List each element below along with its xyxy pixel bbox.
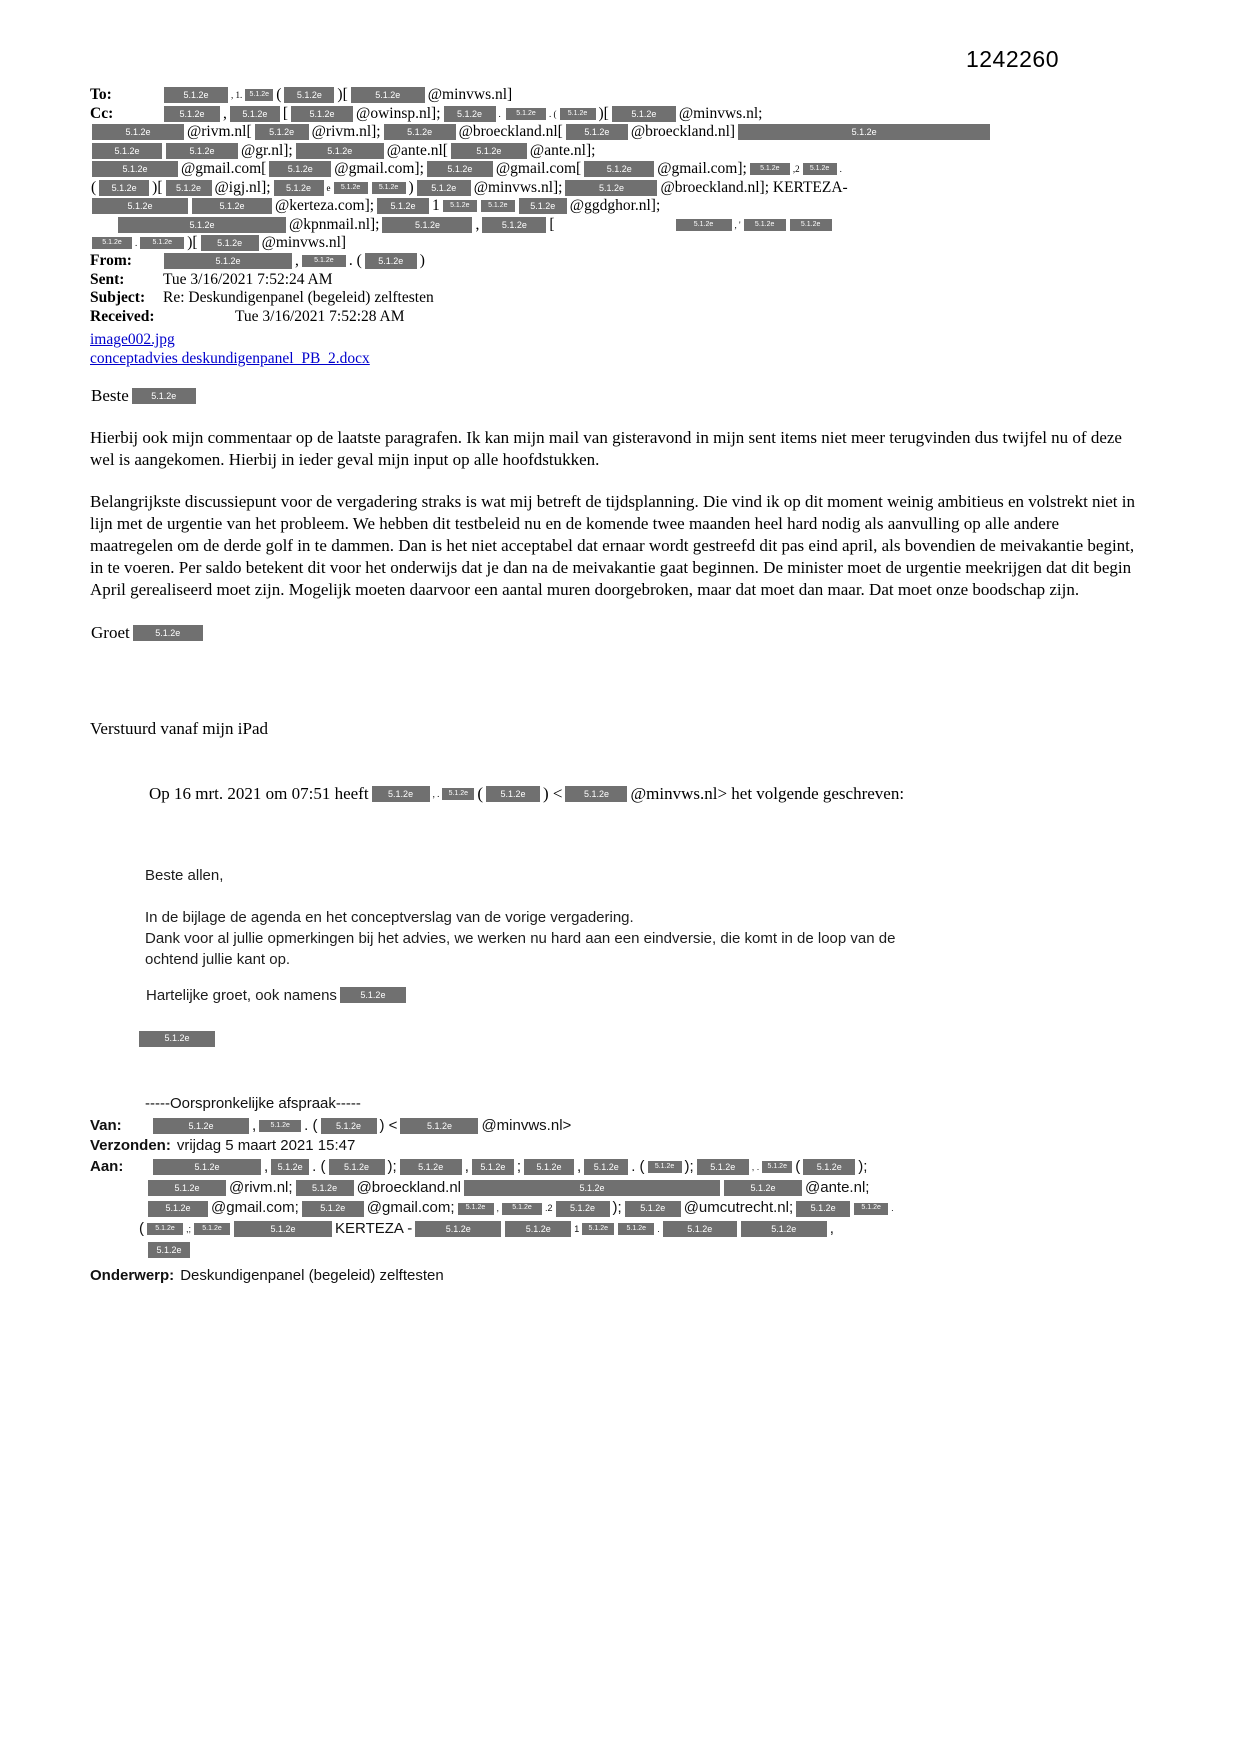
field-label: To: (90, 86, 112, 104)
redaction-box: 5.1.2e (505, 1221, 571, 1237)
redaction-box: 5.1.2e (340, 987, 406, 1003)
redaction-box: 5.1.2e (464, 1180, 720, 1196)
redaction-box: 5.1.2e (482, 217, 546, 233)
text-fragment: )[ (598, 104, 609, 122)
redaction-box: 5.1.2e (481, 200, 515, 212)
redaction-box: 5.1.2e (92, 237, 132, 249)
redaction-box: 5.1.2e (302, 1201, 364, 1217)
text-fragment: e (326, 182, 331, 193)
text-fragment: )[ (337, 86, 348, 104)
attachment-row (90, 349, 1149, 368)
redaction-box: 5.1.2e (351, 87, 425, 103)
text-fragment: @minvws.nl] (427, 86, 513, 104)
text-fragment: . ( (312, 1157, 326, 1175)
text-fragment: ); (612, 1199, 622, 1217)
text-fragment: , (475, 215, 480, 233)
original-appointment-lines (90, 1116, 1149, 1288)
redaction-box: 5.1.2e (269, 161, 331, 177)
text-fragment: Op 16 mrt. 2021 om 07:51 heeft (149, 783, 369, 803)
text-fragment: @broeckland.nl (356, 1178, 462, 1196)
cc-continuation-line (90, 141, 1149, 159)
aan-continuation-line (90, 1219, 1149, 1240)
text-fragment: , (252, 1116, 257, 1134)
redaction-box: 5.1.2e (519, 198, 567, 214)
redaction-box: 5.1.2e (796, 1201, 850, 1217)
attachment-link[interactable]: image002.jpg (90, 330, 175, 348)
text-fragment: ( (139, 1220, 144, 1238)
redaction-box: 5.1.2e (400, 1118, 478, 1134)
redaction-box: 5.1.2e (230, 106, 280, 122)
redaction-box: 5.1.2e (472, 1159, 514, 1175)
text-fragment: @rivm.nl]; (311, 123, 381, 141)
spacer (90, 1229, 138, 1230)
text-fragment: @minvws.nl> het volgende geschreven: (630, 783, 905, 803)
aan-continuation-line (90, 1240, 1149, 1261)
redaction-box: 5.1.2e (427, 161, 493, 177)
redaction-box: 5.1.2e (750, 163, 790, 175)
aan-continuation-line (90, 1178, 1149, 1199)
redaction-box: 5.1.2e (560, 108, 596, 120)
aan-continuation-line (90, 1198, 1149, 1219)
quoted-paragraph-1: In de bijlage de agenda en het conceptverslag van de vorige vergadering. (145, 908, 634, 926)
redaction-box: 5.1.2e (99, 180, 149, 196)
text-fragment: ( (795, 1157, 801, 1175)
subject-line (90, 289, 1149, 307)
redaction-box: 5.1.2e (738, 124, 990, 140)
redaction-box: 5.1.2e (444, 106, 496, 122)
signoff-line (90, 621, 1138, 644)
text-fragment: , . (432, 788, 440, 799)
body-paragraph-2: Belangrijkste discussiepunt voor de vergadering straks is wat mij betreft de tijdsplanning. Die vind ik op dit moment weinig ambitieus en volstrekt niet in lijn met de urgentie van het probleem. We hebben dit testbeleid nu en de komende twee maanden heel hard nodig als aanvulling op alle andere maatregelen om de derde golf in te dammen. Dan is het niet acceptabel dat ernaar wordt gestreefd dit pas eind april, als bovendien de meivakantie begint, in te voeren. Per saldo betekent dit voor het onderwijs dat je dan na de meivakantie gaat beginnen. De minister moet de urgentie meekrijgen dat dit begin April gerealiseerd moet zijn. Mogelijk moeten daarvoor een aantal muren doorgebroken, maar dat moet dan maar. Dat moet onze boodschap zijn. (90, 491, 1136, 599)
sent-from-device-line: Verstuurd vanaf mijn iPad (90, 718, 268, 738)
email-header-block (90, 86, 1149, 326)
text-fragment: . ( (348, 252, 362, 270)
spacer (162, 316, 234, 317)
redaction-box: 5.1.2e (271, 1159, 309, 1175)
text-fragment: . (498, 108, 504, 119)
redaction-box: 5.1.2e (400, 1159, 462, 1175)
redaction-box: 5.1.2e (625, 1201, 681, 1217)
text-fragment: , (464, 1157, 469, 1175)
quote-intro-line (90, 782, 1149, 805)
attachment-list (90, 330, 1149, 368)
redaction-box: 5.1.2e (443, 200, 477, 212)
redaction-box: 5.1.2e (302, 255, 346, 267)
text-fragment: , (223, 104, 227, 122)
text-fragment: ) < (542, 783, 563, 803)
redaction-box: 5.1.2e (234, 1221, 332, 1237)
field-label: Sent: (90, 270, 125, 288)
text-fragment: ); (387, 1157, 397, 1175)
redaction-box: 5.1.2e (618, 1223, 654, 1235)
redaction-box: 5.1.2e (259, 1120, 301, 1132)
redaction-box: 5.1.2e (132, 388, 196, 404)
quoted-paragraph-2: Dank voor al jullie opmerkingen bij het advies, we werken nu hard aan een eindversie, die komt in de loop van de ochtend jullie kant op. (145, 929, 896, 968)
text-fragment: @igj.nl]; (214, 178, 271, 196)
text-fragment: . ( (631, 1157, 645, 1175)
text-fragment: ) < (379, 1116, 398, 1134)
redaction-box: 5.1.2e (164, 87, 228, 103)
text-fragment: , (295, 252, 299, 270)
text-fragment: @owinsp.nl]; (356, 104, 441, 122)
text-fragment: , (829, 1220, 834, 1238)
cc-continuation-line (90, 234, 1149, 252)
text-fragment: @gmail.com[ (181, 160, 267, 178)
text-fragment: @umcutrecht.nl; (683, 1199, 794, 1217)
text-fragment: @minvws.nl; (678, 104, 763, 122)
redaction-box: 5.1.2e (166, 180, 212, 196)
redaction-box: 5.1.2e (744, 219, 786, 231)
text-fragment: @kpnmail.nl]; (289, 215, 380, 233)
redaction-box: 5.1.2e (194, 1223, 230, 1235)
redaction-box: 5.1.2e (192, 198, 272, 214)
redaction-box: 5.1.2e (377, 198, 429, 214)
redaction-box: 5.1.2e (92, 161, 178, 177)
cc-line (90, 104, 1149, 122)
text-fragment: @gmail.com[ (495, 160, 582, 178)
onderwerp-line (90, 1266, 1149, 1287)
text-fragment: KERTEZA - (335, 1220, 413, 1238)
attachment-row (90, 330, 1149, 349)
email-body (90, 384, 1149, 805)
redaction-box: 5.1.2e (296, 143, 384, 159)
greeting-line (90, 384, 1138, 407)
redaction-box: 5.1.2e (556, 1201, 610, 1217)
redaction-box: 5.1.2e (92, 124, 184, 140)
text-fragment: ); (858, 1157, 868, 1175)
text-fragment: , (496, 1203, 500, 1214)
text-fragment: ( (276, 86, 282, 104)
redaction-box: 5.1.2e (382, 217, 472, 233)
text-fragment: )[ (187, 233, 198, 251)
text-fragment: ,2 (792, 164, 800, 175)
quoted-email (90, 865, 1149, 1049)
text-fragment: . (839, 164, 842, 175)
text-fragment: . ( (304, 1116, 318, 1134)
text-fragment: , (264, 1157, 269, 1175)
redaction-box: 5.1.2e (582, 1223, 614, 1235)
redaction-box: 5.1.2e (147, 1223, 183, 1235)
text-fragment: @rivm.nl; (229, 1178, 293, 1196)
redaction-box: 5.1.2e (148, 1201, 208, 1217)
text-fragment: @broeckland.nl]; KERTEZA- (660, 178, 848, 196)
redaction-box: 5.1.2e (648, 1161, 682, 1173)
redaction-box: 5.1.2e (291, 106, 353, 122)
redaction-box: 5.1.2e (153, 1118, 249, 1134)
text-fragment: ; (516, 1157, 522, 1175)
text-fragment: @ggdghor.nl]; (569, 197, 661, 215)
redaction-box: 5.1.2e (524, 1159, 574, 1175)
spacer (90, 1249, 146, 1250)
text-fragment: @ante.nl[ (386, 141, 448, 159)
redaction-box: 5.1.2e (676, 219, 732, 231)
text-fragment: ( (477, 783, 483, 803)
spacer (90, 224, 116, 225)
redaction-box: 5.1.2e (741, 1221, 827, 1237)
text-fragment: . (891, 1203, 894, 1214)
spacer (90, 1187, 146, 1188)
redaction-box: 5.1.2e (565, 786, 627, 802)
redaction-box: 5.1.2e (584, 161, 654, 177)
redaction-box: 5.1.2e (334, 182, 368, 194)
field-label: Aan: (90, 1157, 124, 1175)
text-fragment: [ (282, 104, 289, 122)
text-fragment: @gmail.com; (211, 1199, 299, 1217)
redaction-box: 5.1.2e (458, 1203, 494, 1215)
text-fragment: @gmail.com; (366, 1199, 455, 1217)
field-label: Van: (90, 1116, 122, 1134)
redaction-box: 5.1.2e (612, 106, 676, 122)
field-label: Subject: (90, 289, 146, 307)
text-fragment: . (657, 1224, 660, 1235)
redaction-box: 5.1.2e (329, 1159, 385, 1175)
text-fragment: ( (91, 178, 97, 196)
text-fragment: .2 (545, 1203, 553, 1214)
text-fragment: Hartelijke groet, ook namens (146, 986, 337, 1004)
text-fragment: @broeckland.nl[ (458, 123, 563, 141)
text-fragment: @broeckland.nl] (630, 123, 736, 141)
text-fragment: , ' (734, 219, 741, 230)
field-label: Received: (90, 307, 155, 325)
text-fragment: vrijdag 5 maart 2021 15:47 (176, 1137, 356, 1155)
attachment-link[interactable]: conceptadvies deskundigenpanel_PB_2.docx (90, 349, 370, 367)
from-line (90, 252, 1149, 270)
redaction-box: 5.1.2e (790, 219, 832, 231)
text-fragment: , 1. (231, 90, 243, 101)
document-number: 1242260 (965, 46, 1059, 72)
field-label: Verzonden: (90, 1137, 171, 1155)
spacer (556, 224, 674, 225)
original-appointment-block (90, 1093, 1149, 1288)
redaction-box: 5.1.2e (140, 237, 184, 249)
spacer (90, 1208, 146, 1209)
text-fragment: @gmail.com]; (657, 160, 747, 178)
verzonden-line (90, 1136, 1149, 1157)
field-label: Cc: (90, 104, 114, 122)
redaction-box: 5.1.2e (565, 180, 657, 196)
redaction-box: 5.1.2e (164, 106, 220, 122)
redaction-box: 5.1.2e (854, 1203, 888, 1215)
redaction-box: 5.1.2e (372, 786, 430, 802)
text-fragment: Tue 3/16/2021 7:52:24 AM (163, 270, 333, 288)
cc-continuation-line (90, 215, 1149, 233)
redaction-box: 5.1.2e (118, 217, 286, 233)
body-paragraph-1: Hierbij ook mijn commentaar op de laatste paragrafen. Ik kan mijn mail van gisteravond in mijn sent items niet meer terugvinden dus twijfel nu of deze wel is aangekomen. Hierbij in ieder geval mijn input op alle hoofdstukken. (90, 427, 1122, 469)
received-line (90, 307, 1149, 325)
text-fragment: ) (419, 252, 425, 270)
aan-line (90, 1157, 1149, 1178)
text-fragment: @gr.nl]; (241, 141, 293, 159)
redaction-box: 5.1.2e (372, 182, 406, 194)
text-fragment: . ( (549, 108, 557, 119)
text-fragment: [ (549, 215, 555, 233)
text-fragment: @gmail.com]; (334, 160, 424, 178)
text-fragment: . (135, 237, 138, 248)
text-fragment: @minvws.nl] (261, 233, 347, 251)
text-fragment: @kerteza.com]; (275, 197, 375, 215)
redaction-box: 5.1.2e (415, 1221, 501, 1237)
original-appointment-divider: -----Oorspronkelijke afspraak----- (145, 1094, 361, 1112)
redaction-box: 5.1.2e (384, 124, 456, 140)
redaction-box: 5.1.2e (584, 1159, 628, 1175)
redaction-box: 5.1.2e (255, 124, 309, 140)
van-line (90, 1116, 1149, 1137)
redaction-box: 5.1.2e (284, 87, 334, 103)
cc-continuation-line (90, 197, 1149, 215)
to-line (90, 86, 1149, 104)
text-fragment: Tue 3/16/2021 7:52:28 AM (235, 307, 405, 325)
redaction-box: 5.1.2e (365, 253, 417, 269)
redaction-box: 5.1.2e (502, 1203, 542, 1215)
text-fragment: Groet (91, 622, 130, 642)
redaction-box: 5.1.2e (153, 1159, 261, 1175)
redaction-box: 5.1.2e (803, 1159, 855, 1175)
cc-continuation-line (90, 123, 1149, 141)
redaction-box: 5.1.2e (296, 1180, 354, 1196)
redaction-box: 5.1.2e (148, 1242, 190, 1258)
quoted-regards-line (145, 984, 945, 1006)
text-fragment: Re: Deskundigenpanel (begeleid) zelftesten (163, 289, 434, 307)
text-fragment: @minvws.nl]; (473, 178, 563, 196)
redaction-box: 5.1.2e (762, 1161, 792, 1173)
text-fragment: 1 (574, 1224, 580, 1235)
redaction-box: 5.1.2e (566, 124, 628, 140)
redaction-box: 5.1.2e (442, 788, 474, 800)
redaction-box: 5.1.2e (274, 180, 324, 196)
text-fragment: @minvws.nl> (481, 1116, 572, 1134)
field-label: Onderwerp: (90, 1267, 175, 1285)
redaction-box: 5.1.2e (166, 143, 238, 159)
redaction-box: 5.1.2e (92, 198, 188, 214)
redaction-box: 5.1.2e (148, 1180, 226, 1196)
text-fragment: ); (684, 1157, 694, 1175)
redaction-box: 5.1.2e (451, 143, 527, 159)
redaction-box: 5.1.2e (245, 89, 273, 101)
redaction-box: 5.1.2e (92, 143, 162, 159)
redaction-box: 5.1.2e (417, 180, 471, 196)
cc-continuation-line (90, 178, 1149, 196)
text-fragment: ) (408, 178, 414, 196)
field-label: From: (90, 252, 132, 270)
text-fragment: @ante.nl]; (529, 141, 596, 159)
text-fragment: ,; (186, 1224, 192, 1235)
redaction-box: 5.1.2e (486, 786, 540, 802)
text-fragment: Beste (91, 385, 129, 405)
text-fragment: , (577, 1157, 582, 1175)
cc-continuation-line (90, 160, 1149, 178)
text-fragment: Deskundigenpanel (begeleid) zelftesten (180, 1267, 444, 1285)
redaction-box: 5.1.2e (201, 235, 259, 251)
text-fragment: , . (751, 1161, 760, 1172)
redaction-box: 5.1.2e (724, 1180, 802, 1196)
text-fragment: )[ (152, 178, 163, 196)
quoted-signature-redaction (137, 1028, 937, 1049)
text-fragment: @rivm.nl[ (187, 123, 252, 141)
redaction-box: 5.1.2e (506, 108, 546, 120)
sent-line (90, 270, 1149, 288)
text-fragment: @ante.nl; (805, 1178, 870, 1196)
redaction-box: 5.1.2e (133, 625, 203, 641)
redaction-box: 5.1.2e (663, 1221, 737, 1237)
redaction-box: 5.1.2e (803, 163, 837, 175)
redaction-box: 5.1.2e (164, 253, 292, 269)
redaction-box: 5.1.2e (321, 1118, 377, 1134)
redaction-box: 5.1.2e (139, 1031, 215, 1047)
redaction-box: 5.1.2e (697, 1159, 749, 1175)
quoted-greeting: Beste allen, (145, 866, 224, 884)
text-fragment: 1 (432, 197, 440, 215)
